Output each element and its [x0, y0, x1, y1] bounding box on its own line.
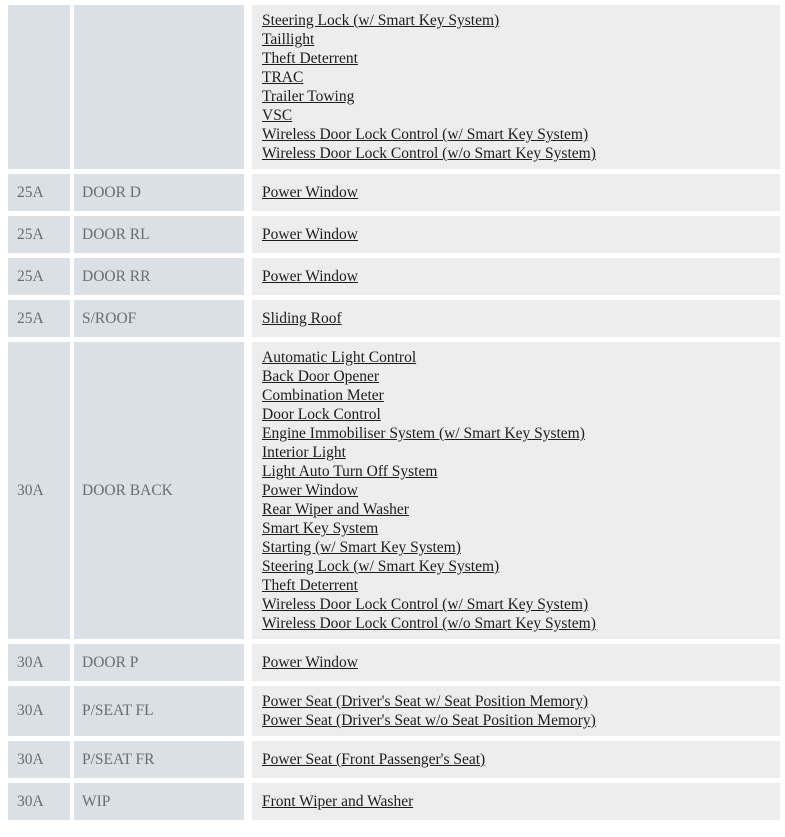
- circuit-link[interactable]: Light Auto Turn Off System: [262, 463, 438, 480]
- circuit-link[interactable]: Interior Light: [262, 444, 346, 461]
- fuse-name: WIP: [74, 783, 244, 820]
- circuit-link[interactable]: Power Window: [262, 184, 358, 201]
- fuse-amp-rating: [8, 5, 70, 169]
- fuse-circuits: [252, 216, 780, 253]
- fuse-amp-rating: 25A: [8, 216, 70, 253]
- circuit-link[interactable]: TRAC: [262, 69, 304, 86]
- fuse-circuits: [252, 342, 780, 639]
- circuit-link[interactable]: Power Seat (Driver's Seat w/o Seat Position Memory): [262, 712, 596, 729]
- circuit-link[interactable]: Steering Lock (w/ Smart Key System): [262, 12, 500, 29]
- fuse-name: P/SEAT FR: [74, 741, 244, 778]
- table-row: [8, 342, 780, 639]
- circuit-link[interactable]: Starting (w/ Smart Key System): [262, 539, 461, 556]
- fuse-amp-rating: 25A: [8, 300, 70, 337]
- fuse-name: [74, 5, 244, 169]
- circuit-link[interactable]: Taillight: [262, 31, 315, 48]
- circuit-link[interactable]: Trailer Towing: [262, 88, 355, 105]
- circuit-link[interactable]: Power Window: [262, 268, 358, 285]
- fuse-name: DOOR D: [74, 174, 244, 211]
- fuse-circuits: [252, 741, 780, 778]
- table-row: [8, 644, 780, 681]
- fuse-circuits: [252, 300, 780, 337]
- fuse-amp-rating: 30A: [8, 741, 70, 778]
- circuit-link[interactable]: Steering Lock (w/ Smart Key System): [262, 558, 500, 575]
- circuit-link[interactable]: Theft Deterrent: [262, 577, 358, 594]
- fuse-circuits: [252, 258, 780, 295]
- circuit-link[interactable]: Wireless Door Lock Control (w/o Smart Key System): [262, 615, 596, 632]
- table-row: [8, 258, 780, 295]
- fuse-name: S/ROOF: [74, 300, 244, 337]
- table-row: [8, 5, 780, 169]
- table-row: [8, 686, 780, 736]
- circuit-link[interactable]: Power Seat (Front Passenger's Seat): [262, 751, 486, 768]
- circuit-link[interactable]: Wireless Door Lock Control (w/o Smart Key System): [262, 145, 596, 162]
- fuse-circuits: [252, 686, 780, 736]
- fuse-name: DOOR RL: [74, 216, 244, 253]
- circuit-link[interactable]: Combination Meter: [262, 387, 384, 404]
- table-row: [8, 783, 780, 820]
- fuse-amp-rating: 30A: [8, 783, 70, 820]
- fuse-amp-rating: 25A: [8, 258, 70, 295]
- circuit-link[interactable]: Wireless Door Lock Control (w/ Smart Key System): [262, 596, 589, 613]
- fuse-circuits: [252, 644, 780, 681]
- fuse-amp-rating: 30A: [8, 644, 70, 681]
- circuit-link[interactable]: Front Wiper and Washer: [262, 793, 414, 810]
- circuit-link[interactable]: Theft Deterrent: [262, 50, 358, 67]
- table-row: [8, 741, 780, 778]
- circuit-link[interactable]: Power Seat (Driver's Seat w/ Seat Position Memory): [262, 693, 589, 710]
- circuit-link[interactable]: VSC: [262, 107, 293, 124]
- circuit-link[interactable]: Rear Wiper and Washer: [262, 501, 409, 518]
- fuse-circuits: [252, 5, 780, 169]
- table-row: [8, 174, 780, 211]
- circuit-link[interactable]: Power Window: [262, 226, 358, 243]
- fuse-circuits: [252, 783, 780, 820]
- circuit-link[interactable]: Engine Immobiliser System (w/ Smart Key System): [262, 425, 585, 442]
- fuse-amp-rating: 30A: [8, 342, 70, 639]
- fuse-circuits: [252, 174, 780, 211]
- table-row: [8, 216, 780, 253]
- circuit-link[interactable]: Wireless Door Lock Control (w/ Smart Key System): [262, 126, 589, 143]
- circuit-link[interactable]: Automatic Light Control: [262, 349, 417, 366]
- circuit-link[interactable]: Back Door Opener: [262, 368, 380, 385]
- circuit-link[interactable]: Smart Key System: [262, 520, 379, 537]
- circuit-link[interactable]: Power Window: [262, 654, 358, 671]
- circuit-link[interactable]: Door Lock Control: [262, 406, 381, 423]
- circuit-link[interactable]: Sliding Roof: [262, 310, 342, 327]
- fuse-name: DOOR BACK: [74, 342, 244, 639]
- fuse-amp-rating: 25A: [8, 174, 70, 211]
- fuse-name: DOOR P: [74, 644, 244, 681]
- table-row: [8, 300, 780, 337]
- fuse-amp-rating: 30A: [8, 686, 70, 736]
- fuse-name: DOOR RR: [74, 258, 244, 295]
- fuse-name: P/SEAT FL: [74, 686, 244, 736]
- circuit-link[interactable]: Power Window: [262, 482, 358, 499]
